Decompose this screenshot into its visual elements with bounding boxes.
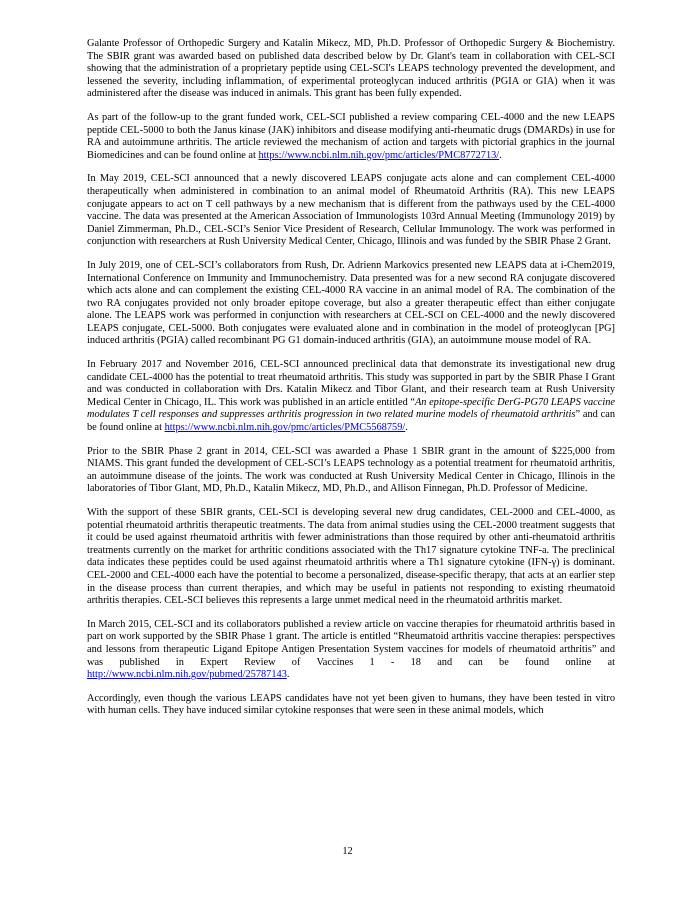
- paragraph-text: In July 2019, one of CEL-SCI’s collaborators from Rush, Dr. Adrienn Markovics presented new LEAPS data at i-Chem2019, International Conference on Immunity and Immunochemistry. Data presented was for a new second RA conjugate discovered which acts alone and can complement the existing CEL-4000 RA vaccine in an animal model of RA. The combination of the two RA conjugates provided not only broader epitope coverage, but also a greater therapeutic effect than either conjugate alone. The LEAPS work was performed in conjunction with researchers at CEL-SCI on CEL-4000 and the newly discovered LEAPS conjugate, CEL-5000. Both conjugates were evaluated alone and in combination in the model of proteoglycan [PG] induced arthritis (PGIA) called recombinant PG G1 domain-induced arthritis (GIA), an autoimmune mouse model of RA.: [87, 259, 615, 347]
- paragraph: [87, 173, 615, 249]
- paragraph: [87, 446, 615, 496]
- document-body: [87, 38, 615, 729]
- paragraph-text: .: [499, 149, 502, 161]
- paragraph: [87, 507, 615, 608]
- paragraph-text: .: [405, 422, 408, 434]
- paragraph-text: ” and can be found online at: [87, 409, 615, 434]
- paragraph-link[interactable]: https://www.ncbi.nlm.nih.gov/pmc/articles/PMC5568759/: [164, 422, 406, 434]
- paragraph: [87, 619, 615, 682]
- paragraph: [87, 260, 615, 348]
- paragraph-text: In February 2017 and November 2016, CEL-SCI announced preclinical data that demonstrate its investigational new drug candidate CEL-4000 has the potential to treat rheumatoid arthritis. This study was supported in part by the SBIR Phase I Grant and was conducted in collaboration with Drs. Katalin Mikecz and Tibor Glant, and their research team at Rush University Medical Center in Chicago, IL. This work was published in an article entitled “: [87, 359, 615, 408]
- article-title-italic: An epitope-specific DerG-PG70 LEAPS vaccine modulates T cell responses and suppresses arthritis progression in two related murine models of rheumatoid arthritis: [87, 396, 616, 421]
- paragraph-link[interactable]: https://www.ncbi.nlm.nih.gov/pmc/articles/PMC8772713/: [258, 149, 500, 161]
- paragraph-text: As part of the follow-up to the grant funded work, CEL-SCI published a review comparing CEL-4000 and the new LEAPS peptide CEL-5000 to both the Janus kinase (JAK) inhibitors and disease modifying anti-rheumatic drugs (DMARDs) in use for RA and autoimmune arthritis. The article reviewed the mechanism of action and targets with pictorial graphics in the journal Biomedicines and can be found online at: [87, 111, 615, 161]
- paragraph-text: Accordingly, even though the various LEAPS candidates have not yet been given to humans, they have been tested in vitro with human cells. They have induced similar cytokine responses that were seen in these animal models, which: [87, 692, 615, 717]
- paragraph-text: Galante Professor of Orthopedic Surgery and Katalin Mikecz, MD, Ph.D. Professor of Orthopedic Surgery & Biochemistry. The SBIR grant was awarded based on published data described below by Dr. Glant's team in collaboration with CEL-SCI showing that the administration of a proprietary peptide using CEL-SCI's LEAPS technology prevented the development, and lessened the severity, including inflammation, of experimental proteoglycan induced arthritis (PGIA or GIA) when it was administered after the disease was induced in animals. This grant has been fully expended.: [87, 38, 615, 100]
- paragraph: [87, 38, 615, 101]
- paragraph: [87, 112, 615, 162]
- paragraph: [87, 693, 615, 718]
- paragraph: [87, 359, 615, 435]
- paragraph-text: Prior to the SBIR Phase 2 grant in 2014, CEL-SCI was awarded a Phase 1 SBIR grant in the amount of $225,000 from NIAMS. This grant funded the development of CEL-SCI’s LEAPS technology as a potential treatment for rheumatoid arthritis, an autoimmune disease of the joints. The work was conducted at Rush University Medical Center in Chicago, Illinois in the laboratories of Tibor Glant, MD, Ph.D., Katalin Mikecz, MD, Ph.D., and Allison Finnegan, Ph.D. Professor of Medicine.: [87, 445, 615, 495]
- paragraph-text: In May 2019, CEL-SCI announced that a newly discovered LEAPS conjugate acts alone and can complement CEL-4000 therapeutically when administered in combination to an animal model of Rheumatoid Arthritis (RA). This new LEAPS conjugate appears to act on T cell pathways by a new mechanism that is different from the pathways used by the CEL-4000 vaccine. The data was presented at the American Association of Immunologists 103rd Annual Meeting (Immunology 2019) by Daniel Zimmerman, Ph.D., CEL-SCI’s Senior Vice President of Research, Cellular Immunology. The work was performed in conjunction with researchers at Rush University Medical Center, Chicago, Illinois and was funded by the SBIR Phase 2 Grant.: [87, 173, 615, 248]
- paragraph-link[interactable]: http://www.ncbi.nlm.nih.gov/pubmed/25787143: [87, 669, 287, 681]
- paragraph-text: With the support of these SBIR grants, CEL-SCI is developing several new drug candidates, CEL-2000 and CEL-4000, as potential rheumatoid arthritis therapeutic treatments. The data from animal studies using the CEL-2000 treatment suggests that it could be used against rheumatoid arthritis with fewer administrations than those required by other anti-rheumatoid arthritis treatments currently on the market for arthritic conditions associated with the Th17 signature cytokine TNF-a. The preclinical data indicates these peptides could be used against rheumatoid arthritis where a Th1 signature cytokine (IFN-γ) is dominant. CEL-2000 and CEL-4000 each have the potential to become a personalized, disease-specific therapy, that acts at an earlier step in the disease process than current therapies, and which may be useful in patients not responding to existing rheumatoid arthritis therapies. CEL-SCI believes this represents a large unmet medical need in the rheumatoid arthritis market.: [87, 507, 615, 607]
- paragraph-text: .: [286, 669, 290, 681]
- paragraph-text: In March 2015, CEL-SCI and its collaborators published a review article on vaccine therapies for rheumatoid arthritis based in part on work supported by the SBIR Phase 1 grant. The article is entitled “Rheumatoid arthritis vaccine therapies: perspectives and lessons from therapeutic Ligand Epitope Antigen Presentation System vaccines for models of rheumatoid arthritis” and was published in Expert Review of Vaccines 1 - 18 and can be found online at: [87, 618, 615, 668]
- page-number: 12: [342, 846, 353, 857]
